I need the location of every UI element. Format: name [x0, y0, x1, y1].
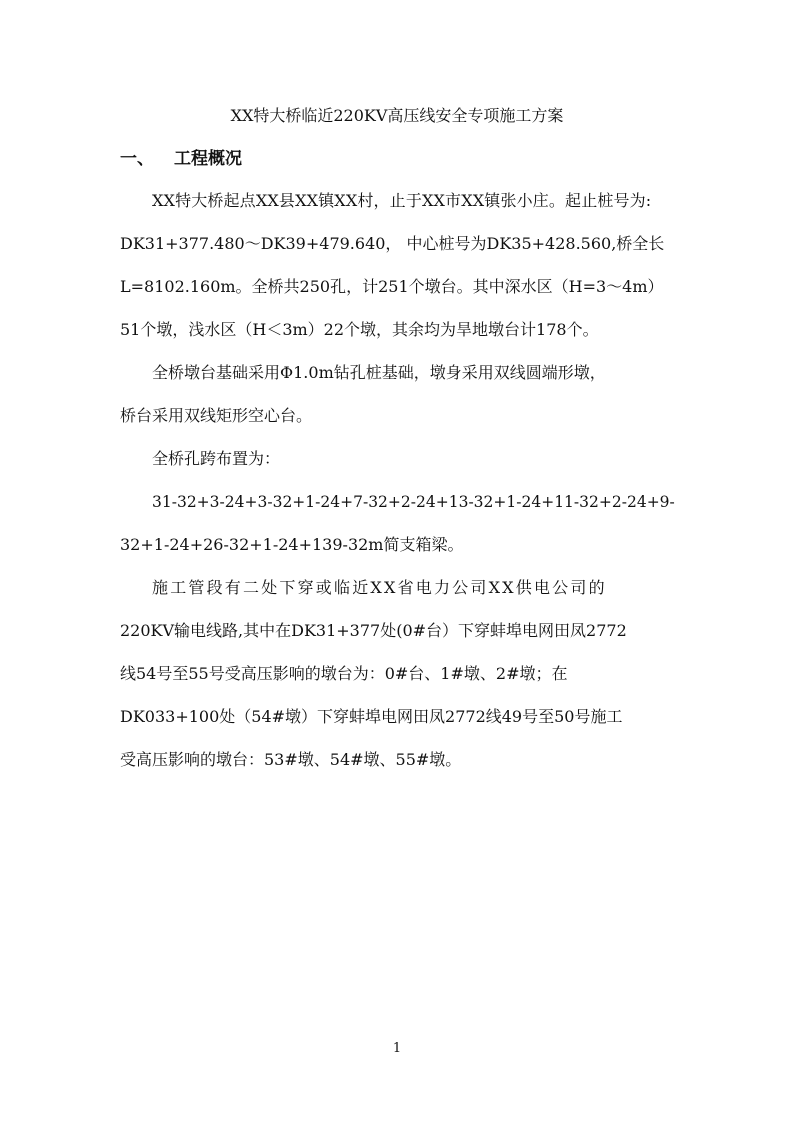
text-line: 51个墩，浅水区（H＜3m）22个墩，其余均为旱地墩台计178个。 — [120, 320, 599, 339]
text-line: 受高压影响的墩台：53#墩、54#墩、55#墩。 — [120, 750, 462, 769]
text-line: 施工管段有二处下穿或临近XX省电力公司XX供电公司的 — [152, 578, 607, 597]
page-number: 1 — [392, 1041, 402, 1056]
section-number: 一、 — [120, 149, 154, 169]
text-line: XX特大桥起点XX县XX镇XX村，止于XX市XX镇张小庄。起止桩号为: — [152, 191, 652, 210]
text-line: 220KV输电线路,其中在DK31+377处(0#台）下穿蚌埠电网田凤2772 — [120, 621, 627, 640]
text-line: L=8102.160m。全桥共250孔，计251个墩台。其中深水区（H=3～4m） — [120, 277, 664, 296]
text-line: DK033+100处（54#墩）下穿蚌埠电网田凤2772线49号至50号施工 — [120, 707, 623, 726]
section-heading — [120, 145, 242, 173]
text-line: 32+1-24+26-32+1-24+139-32m简支箱梁。 — [120, 535, 464, 554]
text-line: DK31+377.480～DK39+479.640， 中心桩号为DK35+428.560,桥全长 — [120, 234, 665, 253]
text-line: 线54号至55号受高压影响的墩台为：0#台、1#墩、2#墩；在 — [120, 664, 568, 683]
text-line: 全桥墩台基础采用Φ1.0m钻孔桩基础，墩身采用双线圆端形墩， — [152, 363, 606, 382]
section-title: 工程概况 — [174, 149, 242, 169]
document-title: XX特大桥临近220KV高压线安全专项施工方案 — [230, 106, 564, 125]
text-line: 31-32+3-24+3-32+1-24+7-32+2-24+13-32+1-24+11-32+2-24+9- — [152, 493, 675, 511]
text-line: 桥台采用双线矩形空心台。 — [120, 406, 313, 425]
text-line: 全桥孔跨布置为： — [152, 449, 281, 468]
